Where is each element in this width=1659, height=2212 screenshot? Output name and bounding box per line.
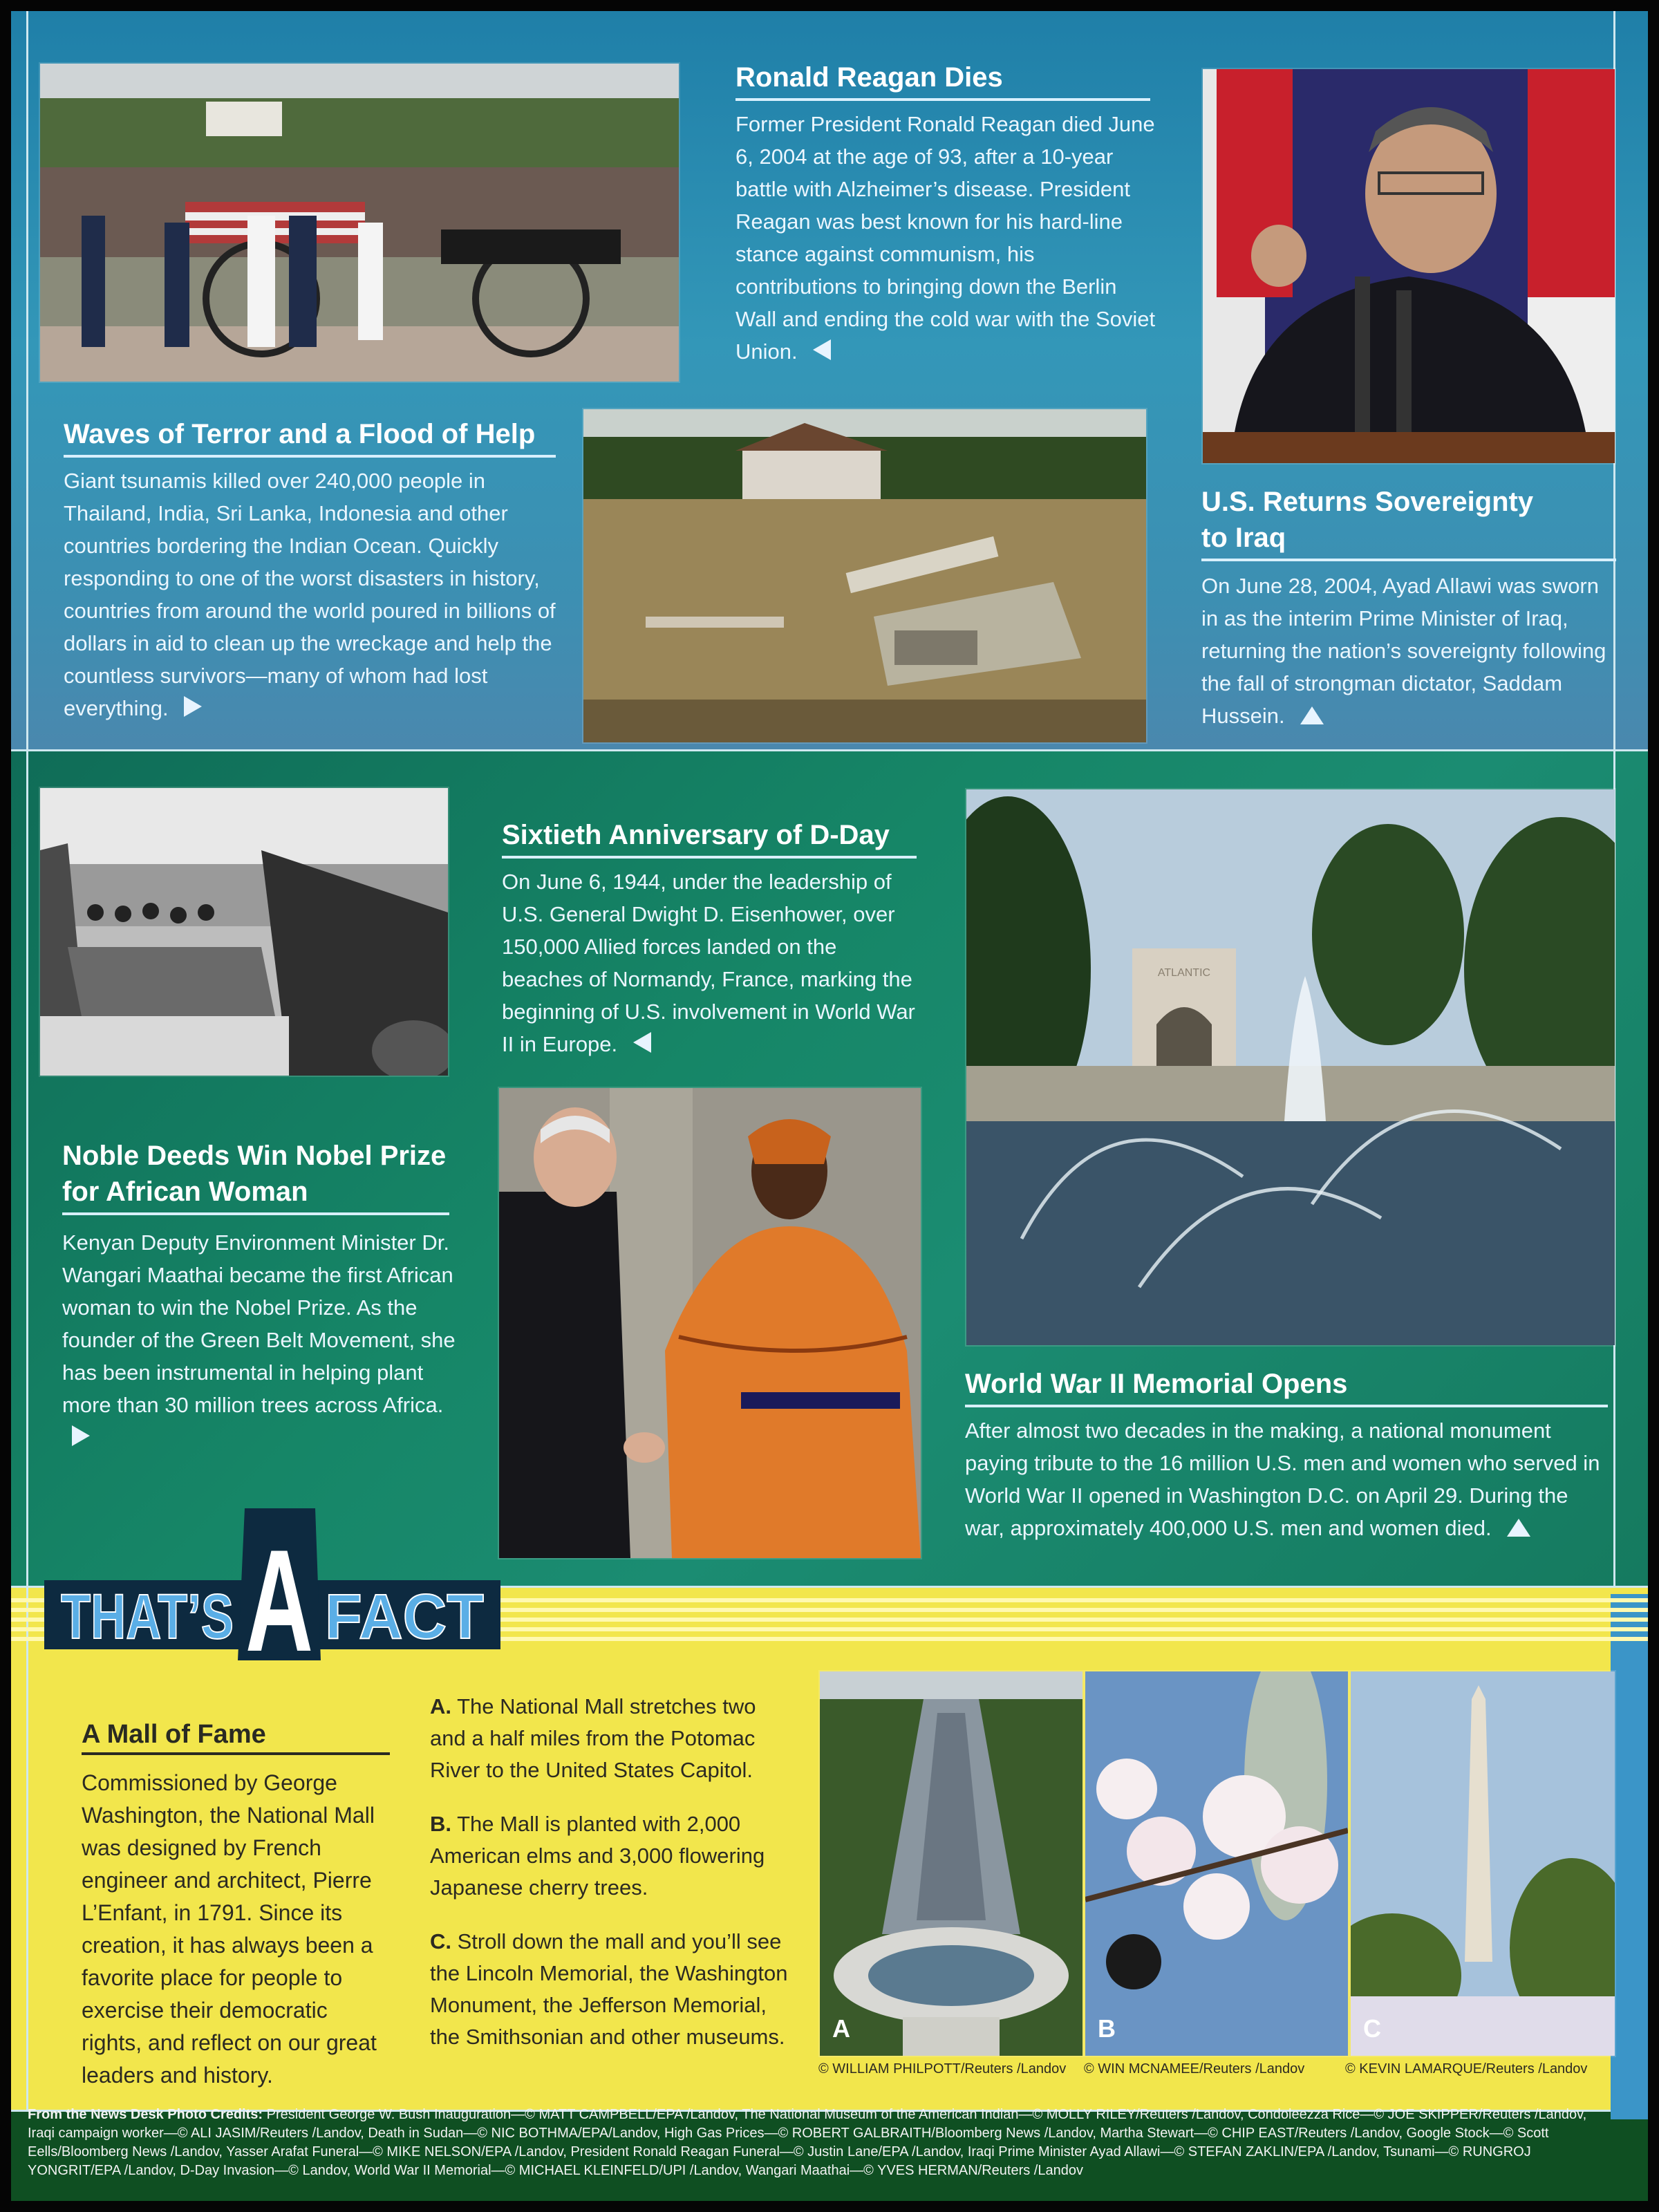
nobel-title-line2: for African Woman [62, 1177, 308, 1207]
thats-a-fact-logo [44, 1508, 500, 1660]
reagan-funeral-photo [39, 62, 680, 383]
arrow-right-icon [72, 1423, 90, 1455]
nobel-article-text: Kenyan Deputy Environment Minister Dr. Wangari Maathai became the first African woman to win the Nobel Prize. As the founder of the Green Belt Movement, she has been instrumental in helping plant more than 30 million trees across Africa. [62, 1230, 456, 1417]
fact-item-letter: A. [430, 1694, 451, 1718]
reagan-article-title: Ronald Reagan Dies [735, 59, 1150, 101]
dday-article-body [502, 865, 920, 1062]
nobel-article-body [62, 1226, 463, 1455]
arrow-up-icon [1507, 1513, 1530, 1546]
wwii-article-text: After almost two decades in the making, a national monument paying tribute to the 16 million U.S. men and women who served in World War II opened in Washington D.C. on April 29. During the war, approximately 400,000 U.S. men and women died. [965, 1418, 1600, 1540]
memorial-inscription: ATLANTIC [1157, 967, 1211, 979]
tsunami-article-text: Giant tsunamis killed over 240,000 people in Thailand, India, Sri Lanka, Indonesia and other countries bordering the Indian Ocean. Quickly responding to one of the worst disasters in history, countries from around the world poured in billions of dollars in aid to clean up the wreckage and help the countless survivors—many of whom had lost everything. [64, 469, 556, 720]
blue-edge-strip [1611, 1594, 1648, 2119]
tsunami-wreckage-photo [582, 408, 1147, 744]
reagan-article-body [735, 108, 1157, 369]
arrow-left-icon [633, 1029, 651, 1062]
frame-left-line [26, 11, 28, 2110]
fact-item-c [430, 1926, 789, 2053]
fact-item-letter: C. [430, 1929, 451, 1953]
reagan-article-text: Former President Ronald Reagan died June 6, 2004 at the age of 93, after a 10-year battle with Alzheimer’s disease. President Reagan was best known for his hard-line stance against communism, his contributions to bringing down the Berlin Wall and ending the cold war with the Soviet Union. [735, 112, 1156, 364]
logo-a-text: A [245, 1519, 313, 1660]
iraq-article-title [1201, 484, 1616, 561]
photo-credit-c: © KEVIN LAMARQUE/Reuters /Landov [1345, 2061, 1588, 2077]
fact-item-text: Stroll down the mall and you’ll see the Lincoln Memorial, the Washington Monument, the Jefferson Memorial, the Smithsonian and other museums. [430, 1929, 788, 2049]
nobel-ceremony-photo [498, 1087, 922, 1559]
dday-article-text: On June 6, 1944, under the leadership of U.S. General Dwight D. Eisenhower, over 150,000 Allied forces landed on the beaches of Normandy, France, marking the beginning of U.S. involvement in World War II in Europe. [502, 870, 915, 1056]
photo-credits-text: President George W. Bush Inauguration—© MATT CAMPBELL/EPA /Landov, The National Museum of the American Indian—© MOLLY RILEY/Reuters /Landov, Condoleezza Rice—© JOE SKIPPER/Reuters /Landov, Iraqi campaign worker—© ALI JASIM/Reuters /Landov, Death in Sudan—© NIC BOTHMA/EPA/Landov, High Gas Prices—© ROBERT GALBRAITH/Bloomberg News /Landov, Martha Stewart—© CHIP EAST/Reuters /Landov, Google Stock—© Scott Eells/Bloomberg News /Landov, Yasser Arafat Funeral—© MIKE NELSON/EPA /Landov, President Ronald Reagan Funeral—© Justin Lane/EPA /Landov, Iraqi Prime Minister Ayad Allawi—© STEFAN ZAKLIN/EPA /Landov, Tsunami—© RUNGROJ YONGRIT/EPA /Landov, D-Day Invasion—© Landov, World War II Memorial—© MICHAEL KLEINFELD/UPI /Landov, Wangari Maathai—© YVES HERMAN/Reuters /Landov [28, 2107, 1587, 2178]
allawi-speech-photo [1201, 68, 1616, 465]
wwii-article-title: World War II Memorial Opens [965, 1366, 1608, 1407]
photo-credits-label: From the News Desk Photo Credits: [28, 2107, 263, 2122]
wwii-article-body [965, 1414, 1611, 1546]
mall-aerial-photo [818, 1670, 1084, 2057]
fact-item-b [430, 1808, 789, 1904]
dday-article-title: Sixtieth Anniversary of D-Day [502, 817, 917, 859]
arrow-right-icon [184, 693, 202, 726]
photo-credit-b: © WIN MCNAMEE/Reuters /Landov [1084, 2061, 1305, 2077]
magazine-page [11, 11, 1648, 2201]
photo-letter-a: A [832, 2014, 850, 2043]
photo-credits-footer [28, 2106, 1611, 2180]
nobel-article-title [62, 1138, 449, 1215]
tsunami-article-title: Waves of Terror and a Flood of Help [64, 416, 556, 458]
logo-thats-text: THAT’S [61, 1582, 234, 1652]
mall-of-fame-body: Commissioned by George Washington, the National Mall was designed by French engineer and architect, Pierre L’Enfant, in 1791. Since its creation, it has always been a favorite place for people to exercise their democratic rights, and reflect on our great leaders and history. [82, 1770, 377, 2088]
photo-letter-b: B [1098, 2014, 1116, 2043]
iraq-title-line1: U.S. Returns Sovereignty [1201, 487, 1534, 517]
arrow-up-icon [1300, 701, 1324, 733]
photo-letter-c: C [1363, 2014, 1381, 2043]
iraq-title-line2: to Iraq [1201, 523, 1286, 553]
fact-item-text: The National Mall stretches two and a half miles from the Potomac River to the United States Capitol. [430, 1694, 756, 1782]
fact-item-text: The Mall is planted with 2,000 American elms and 3,000 flowering Japanese cherry trees. [430, 1812, 765, 1900]
tsunami-article-body [64, 465, 561, 726]
iraq-article-text: On June 28, 2004, Ayad Allawi was sworn in as the interim Prime Minister of Iraq, returning the nation’s sovereignty following the fall of strongman dictator, Saddam Hussein. [1201, 574, 1606, 728]
fact-item-a [430, 1691, 789, 1786]
cherry-blossom-photo [1084, 1670, 1349, 2057]
nobel-title-line1: Noble Deeds Win Nobel Prize [62, 1141, 447, 1171]
iraq-article-body [1201, 570, 1616, 733]
section-divider-line [11, 749, 1648, 751]
wwii-memorial-photo [965, 788, 1616, 1347]
washington-monument-photo [1349, 1670, 1616, 2057]
fact-item-letter: B. [430, 1812, 451, 1836]
mall-of-fame-title: A Mall of Fame [82, 1720, 390, 1755]
photo-credit-a: © WILLIAM PHILPOTT/Reuters /Landov [818, 2061, 1067, 2077]
arrow-left-icon [813, 337, 831, 369]
dday-landing-photo [39, 787, 449, 1077]
logo-fact-text: FACT [325, 1582, 484, 1652]
